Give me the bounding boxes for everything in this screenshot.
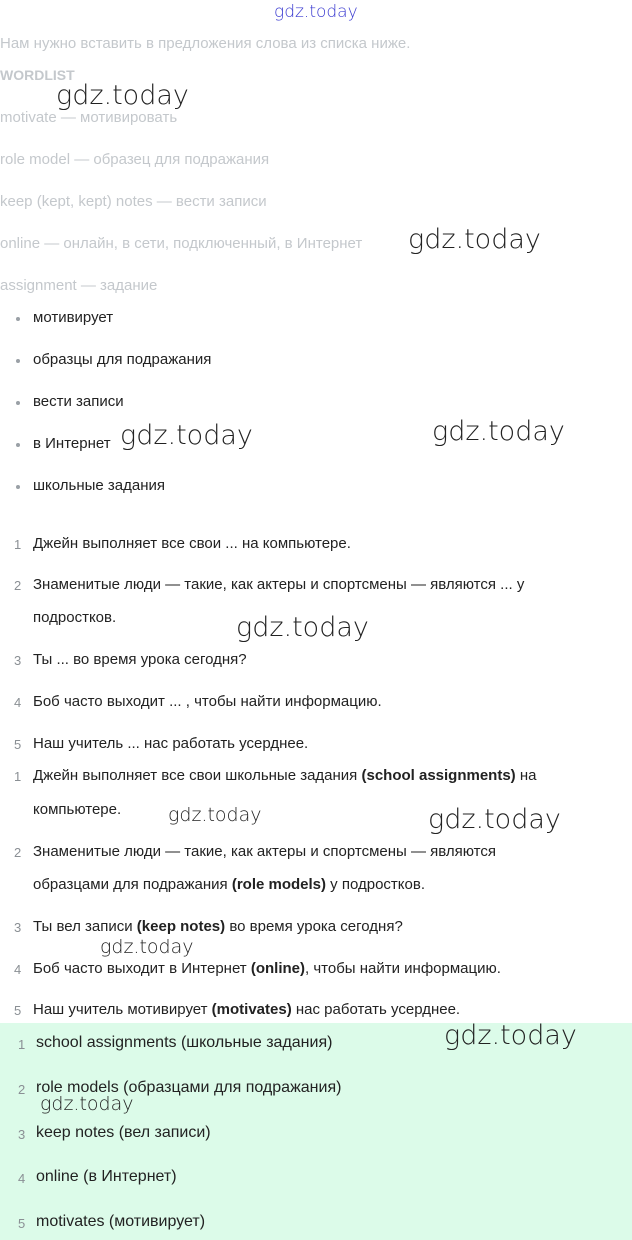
wordlist-item: role model — образец для подражания [0, 151, 270, 168]
filled-number: 1 [14, 769, 22, 784]
answer-text: motivates (мотивирует) [36, 1213, 206, 1230]
answers-panel [0, 1023, 632, 1240]
bullet-item [16, 477, 165, 494]
bullet-item [16, 351, 211, 368]
answer-number: 2 [18, 1082, 26, 1097]
filled-sentence: Ты вел записи (keep notes) во время урока сегодня? [33, 918, 403, 935]
instruction-text: Нам нужно вставить в предложения слова из списка ниже. [0, 35, 411, 52]
watermark: gdz.today [408, 224, 541, 255]
watermark: gdz.today [444, 1020, 577, 1051]
answer-text: keep notes (вел записи) [36, 1124, 211, 1141]
filled-sentence: Наш учитель мотивирует (motivates) нас работать усерднее. [33, 1001, 461, 1018]
question-number: 1 [14, 537, 22, 552]
question-number: 4 [14, 695, 22, 710]
wordlist-item: assignment — задание [0, 277, 158, 294]
answer-number: 3 [18, 1127, 26, 1142]
question-text: Знаменитые люди — такие, как актеры и спортсмены — являются ... у [33, 576, 525, 593]
wordlist-item: keep (kept, kept) notes — вести записи [0, 193, 267, 210]
watermark: gdz.today [56, 80, 189, 111]
filled-number: 3 [14, 920, 22, 935]
question-text: Ты ... во время урока сегодня? [33, 651, 247, 668]
watermark: gdz.today [120, 420, 253, 451]
bullet-item [16, 309, 113, 326]
watermark: gdz.today [236, 612, 369, 643]
filled-sentence-continued: образцами для подражания (role models) у подростков. [33, 876, 426, 893]
answer-number: 1 [18, 1037, 26, 1052]
watermark: gdz.today [428, 804, 561, 835]
bullet-text: в Интернет [33, 435, 111, 452]
filled-sentence: Знаменитые люди — такие, как актеры и спортсмены — являются [33, 843, 496, 860]
wordlist-item: online — онлайн, в сети, подключенный, в Интернет [0, 235, 363, 252]
watermark: gdz.today [432, 416, 565, 447]
wordlist-title: WORDLIST [0, 67, 75, 83]
question-text: Наш учитель ... нас работать усерднее. [33, 735, 309, 752]
filled-number: 2 [14, 845, 22, 860]
filled-number: 4 [14, 962, 22, 977]
filled-number: 5 [14, 1003, 22, 1018]
question-number: 2 [14, 578, 22, 593]
watermark: gdz.today [100, 936, 194, 958]
bullet-text: образцы для подражания [33, 351, 212, 368]
question-text: Боб часто выходит ... , чтобы найти информацию. [33, 693, 382, 710]
watermark: gdz.today [168, 804, 262, 826]
question-text: Джейн выполняет все свои ... на компьютере. [33, 535, 351, 552]
answer-text: role models (образцами для подражания) [36, 1079, 342, 1096]
answer-text: school assignments (школьные задания) [36, 1034, 333, 1051]
question-number: 5 [14, 737, 22, 752]
answer-number: 4 [18, 1171, 26, 1186]
filled-sentence-continued: компьютере. [33, 801, 122, 818]
answer-text: online (в Интернет) [36, 1168, 177, 1185]
filled-sentence: Джейн выполняет все свои школьные задания (school assignments) на [33, 767, 537, 784]
filled-sentence: Боб часто выходит в Интернет (online), чтобы найти информацию. [33, 960, 501, 977]
watermark-top: gdz.today [274, 2, 358, 22]
bullet-text: мотивирует [33, 309, 114, 326]
bullet-text: школьные задания [33, 477, 166, 494]
answer-number: 5 [18, 1216, 26, 1231]
bullet-item [16, 435, 111, 452]
watermark: gdz.today [40, 1093, 134, 1115]
wordlist-item: motivate — мотивировать [0, 109, 178, 126]
question-number: 3 [14, 653, 22, 668]
bullet-text: вести записи [33, 393, 124, 410]
bullet-item [16, 393, 124, 410]
question-text-continued: подростков. [33, 609, 117, 626]
